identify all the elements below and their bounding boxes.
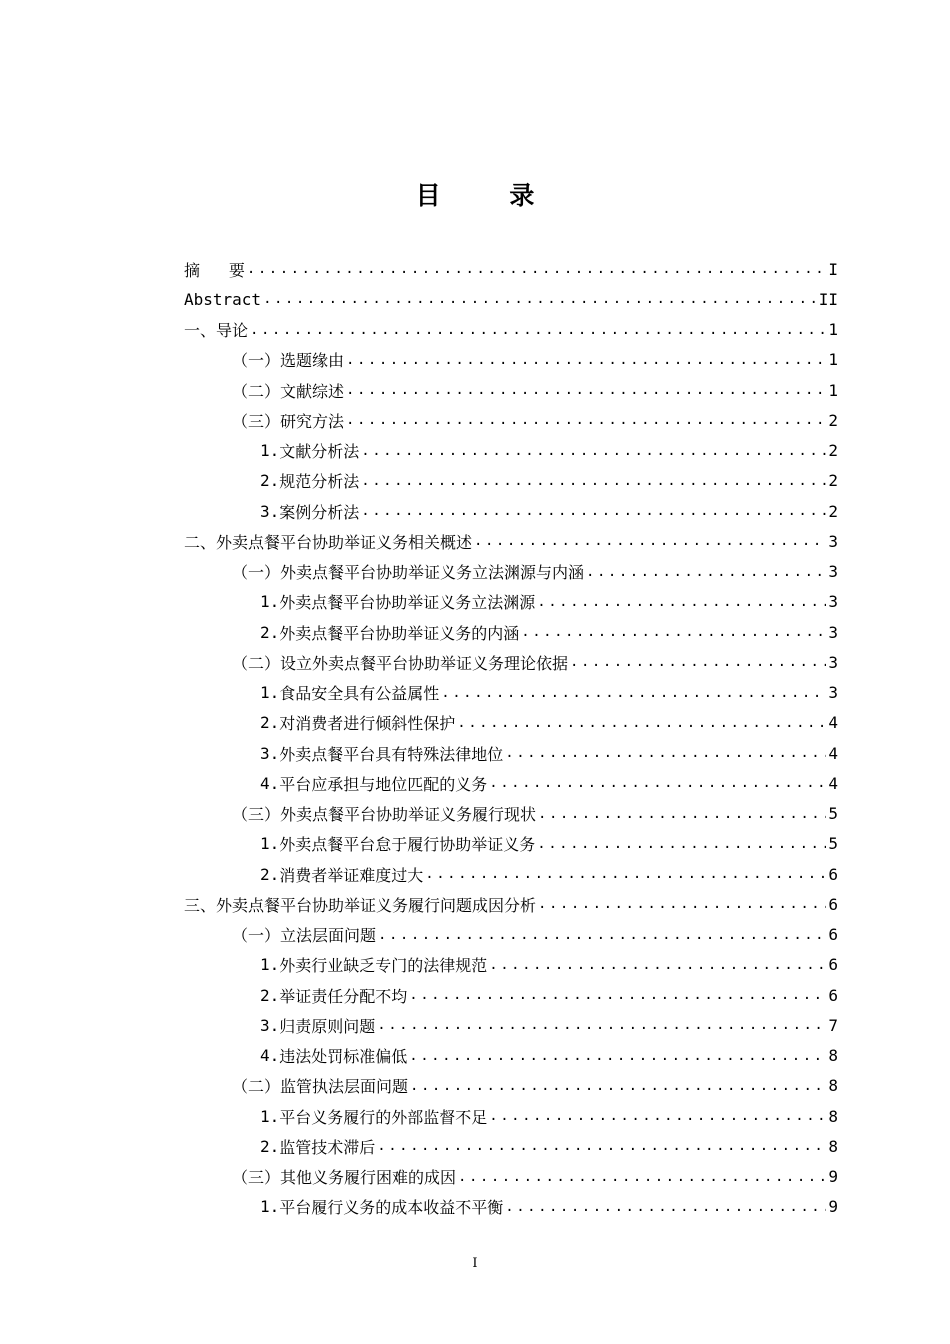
toc-entry-number: （一） xyxy=(232,563,281,583)
toc-entry[interactable] xyxy=(184,1041,838,1071)
toc-entry-number: 2. xyxy=(260,713,280,733)
dot-leader xyxy=(377,1017,826,1033)
dot-leader xyxy=(457,715,826,731)
dot-leader xyxy=(521,624,826,640)
toc-entry-number: 1. xyxy=(260,441,280,461)
toc-entry-page: 4 xyxy=(828,743,838,763)
toc-entry-title: 违法处罚标准偏低 xyxy=(279,1047,408,1067)
toc-entry-title: 外卖点餐平台协助举证义务立法渊源与内涵 xyxy=(280,563,585,583)
dot-leader xyxy=(361,503,826,519)
toc-entry[interactable] xyxy=(184,1071,838,1101)
table-of-contents xyxy=(184,254,838,1222)
toc-entry-page: 8 xyxy=(828,1076,838,1096)
toc-entry-title: 导论 xyxy=(216,321,249,341)
toc-entry-number: 1. xyxy=(260,1106,280,1126)
toc-entry-number: 三、 xyxy=(184,895,217,915)
toc-entry-page: 8 xyxy=(828,1106,838,1126)
toc-entry-number: （一） xyxy=(232,926,281,946)
toc-entry-page: 3 xyxy=(828,652,838,672)
toc-entry-title: 监管执法层面问题 xyxy=(280,1077,409,1097)
toc-entry[interactable] xyxy=(184,1162,838,1192)
toc-entry[interactable] xyxy=(184,345,838,375)
toc-entry[interactable] xyxy=(184,1101,838,1131)
toc-entry-title: 设立外卖点餐平台协助举证义务理论依据 xyxy=(280,653,569,673)
toc-entry[interactable] xyxy=(184,284,838,314)
toc-entry-number: 二、 xyxy=(184,532,217,552)
dot-leader xyxy=(458,1169,826,1185)
dot-leader xyxy=(409,987,826,1003)
dot-leader xyxy=(441,685,826,701)
toc-entry-title: 食品安全具有公益属性 xyxy=(279,684,440,704)
toc-entry-number: 摘 要 xyxy=(184,260,245,280)
toc-entry-number: 1. xyxy=(260,683,280,703)
dot-leader xyxy=(361,443,826,459)
dot-leader xyxy=(378,927,826,943)
toc-entry-number: 2. xyxy=(260,985,280,1005)
toc-entry[interactable] xyxy=(184,859,838,889)
toc-entry[interactable] xyxy=(184,889,838,919)
dot-leader xyxy=(377,1138,826,1154)
toc-entry-page: 6 xyxy=(828,864,838,884)
toc-entry-page: 3 xyxy=(828,622,838,642)
toc-entry-title: 消费者举证难度过大 xyxy=(279,865,424,885)
toc-entry-number: （二） xyxy=(232,653,281,673)
toc-entry-page: 1 xyxy=(828,380,838,400)
toc-entry-number: 3. xyxy=(260,501,280,521)
dot-leader xyxy=(505,1199,826,1215)
toc-entry-page: 1 xyxy=(828,350,838,370)
toc-entry-page: 3 xyxy=(828,592,838,612)
toc-entry-page: 5 xyxy=(828,804,838,824)
toc-entry-number: （一） xyxy=(232,351,281,371)
toc-entry-page: 2 xyxy=(828,471,838,491)
page-number: I xyxy=(472,1256,478,1271)
toc-entry[interactable] xyxy=(184,617,838,647)
toc-entry-page: 6 xyxy=(828,985,838,1005)
toc-entry-page: 6 xyxy=(828,894,838,914)
toc-entry-page: 4 xyxy=(828,713,838,733)
toc-entry-title: 监管技术滞后 xyxy=(279,1137,376,1157)
toc-entry-page: 6 xyxy=(828,925,838,945)
dot-leader xyxy=(247,261,826,277)
toc-entry-number: （三） xyxy=(232,1168,281,1188)
toc-entry-title: 外卖点餐平台怠于履行协助举证义务 xyxy=(279,835,536,855)
toc-entry-title: 平台履行义务的成本收益不平衡 xyxy=(279,1198,504,1218)
dot-leader xyxy=(489,957,826,973)
toc-entry-number: 2. xyxy=(260,1136,280,1156)
dot-leader xyxy=(346,412,826,428)
toc-entry-page: 9 xyxy=(828,1167,838,1187)
toc-entry[interactable] xyxy=(184,829,838,859)
toc-entry[interactable] xyxy=(184,799,838,829)
toc-entry[interactable] xyxy=(184,768,838,798)
toc-entry-title: 对消费者进行倾斜性保护 xyxy=(279,714,456,734)
toc-entry[interactable] xyxy=(184,980,838,1010)
toc-entry-page: 3 xyxy=(828,683,838,703)
toc-entry[interactable] xyxy=(184,587,838,617)
toc-entry-title: 文献分析法 xyxy=(279,442,360,462)
toc-entry-title: 举证责任分配不均 xyxy=(279,986,408,1006)
toc-entry[interactable] xyxy=(184,526,838,556)
toc-entry-title: 文献综述 xyxy=(280,381,345,401)
toc-entry-number: （三） xyxy=(232,411,281,431)
toc-entry[interactable] xyxy=(184,708,838,738)
toc-entry-title: 立法层面问题 xyxy=(280,926,377,946)
dot-leader xyxy=(570,654,826,670)
toc-entry-title: 归责原则问题 xyxy=(279,1016,376,1036)
toc-entry-title: 规范分析法 xyxy=(279,472,360,492)
toc-entry-title: 其他义务履行困难的成因 xyxy=(280,1168,457,1188)
toc-entry[interactable] xyxy=(184,647,838,677)
toc-entry-title: 外卖点餐平台协助举证义务立法渊源 xyxy=(279,593,536,613)
toc-entry[interactable] xyxy=(184,254,838,284)
dot-leader xyxy=(263,291,817,307)
toc-entry[interactable] xyxy=(184,405,838,435)
toc-entry-number: 1. xyxy=(260,955,280,975)
toc-entry-page: 7 xyxy=(828,1015,838,1035)
toc-entry-number: 一、 xyxy=(184,321,217,341)
toc-entry[interactable] xyxy=(184,436,838,466)
toc-entry-page: 9 xyxy=(828,1197,838,1217)
dot-leader xyxy=(346,352,826,368)
dot-leader xyxy=(538,896,826,912)
toc-entry[interactable] xyxy=(184,1192,838,1222)
toc-entry-page: 2 xyxy=(828,410,838,430)
toc-entry-page: 3 xyxy=(828,531,838,551)
toc-entry-title: 研究方法 xyxy=(280,411,345,431)
dot-leader xyxy=(505,745,826,761)
toc-entry-number: 1. xyxy=(260,592,280,612)
toc-entry-title: 平台应承担与地位匹配的义务 xyxy=(279,774,488,794)
toc-entry-number: 4. xyxy=(260,1046,280,1066)
toc-entry-page: 8 xyxy=(828,1136,838,1156)
dot-leader xyxy=(250,322,826,338)
dot-leader xyxy=(537,594,826,610)
toc-entry-page: 2 xyxy=(828,501,838,521)
toc-entry-page: 3 xyxy=(828,562,838,582)
toc-entry-title: Abstract xyxy=(184,289,262,309)
toc-entry-page: 5 xyxy=(828,834,838,854)
toc-entry-page: 6 xyxy=(828,955,838,975)
dot-leader xyxy=(489,775,826,791)
toc-entry[interactable] xyxy=(184,738,838,768)
dot-leader xyxy=(586,564,826,580)
dot-leader xyxy=(410,1078,826,1094)
toc-entry-number: 4. xyxy=(260,773,280,793)
toc-entry-title: 选题缘由 xyxy=(280,351,345,371)
dot-leader xyxy=(361,473,826,489)
dot-leader xyxy=(538,806,826,822)
toc-entry[interactable] xyxy=(184,466,838,496)
toc-entry-number: 2. xyxy=(260,471,280,491)
toc-entry-number: 1. xyxy=(260,834,280,854)
toc-entry[interactable] xyxy=(184,557,838,587)
dot-leader xyxy=(474,533,826,549)
toc-entry-number: （三） xyxy=(232,805,281,825)
dot-leader xyxy=(537,836,826,852)
toc-entry[interactable] xyxy=(184,315,838,345)
dot-leader xyxy=(346,382,826,398)
toc-entry-page: 2 xyxy=(828,441,838,461)
toc-entry-number: 1. xyxy=(260,1197,280,1217)
toc-entry-number: 3. xyxy=(260,743,280,763)
toc-entry-title: 外卖点餐平台协助举证义务履行现状 xyxy=(280,805,537,825)
toc-entry-title: 平台义务履行的外部监督不足 xyxy=(279,1107,488,1127)
toc-entry-title: 案例分析法 xyxy=(279,502,360,522)
dot-leader xyxy=(489,1108,826,1124)
toc-entry-title: 外卖点餐平台协助举证义务相关概述 xyxy=(216,532,473,552)
toc-entry-page: II xyxy=(818,289,838,309)
toc-entry-title: 外卖行业缺乏专门的法律规范 xyxy=(279,956,488,976)
toc-entry-title: 外卖点餐平台协助举证义务履行问题成因分析 xyxy=(216,895,537,915)
toc-entry[interactable] xyxy=(184,1131,838,1161)
toc-entry-number: 3. xyxy=(260,1015,280,1035)
toc-entry[interactable] xyxy=(184,950,838,980)
toc-entry-number: 2. xyxy=(260,864,280,884)
toc-entry[interactable] xyxy=(184,496,838,526)
toc-entry-page: I xyxy=(828,259,838,279)
toc-entry[interactable] xyxy=(184,1010,838,1040)
toc-entry[interactable] xyxy=(184,920,838,950)
page-title: 目 录 xyxy=(415,181,565,210)
toc-entry-title: 外卖点餐平台具有特殊法律地位 xyxy=(279,744,504,764)
toc-entry-number: 2. xyxy=(260,622,280,642)
toc-entry-number: （二） xyxy=(232,381,281,401)
dot-leader xyxy=(425,866,826,882)
toc-entry-page: 4 xyxy=(828,773,838,793)
toc-entry-number: （二） xyxy=(232,1077,281,1097)
toc-entry-title: 外卖点餐平台协助举证义务的内涵 xyxy=(279,623,520,643)
toc-entry[interactable] xyxy=(184,375,838,405)
dot-leader xyxy=(409,1048,826,1064)
toc-entry-page: 8 xyxy=(828,1046,838,1066)
toc-entry[interactable] xyxy=(184,678,838,708)
toc-entry-page: 1 xyxy=(828,320,838,340)
